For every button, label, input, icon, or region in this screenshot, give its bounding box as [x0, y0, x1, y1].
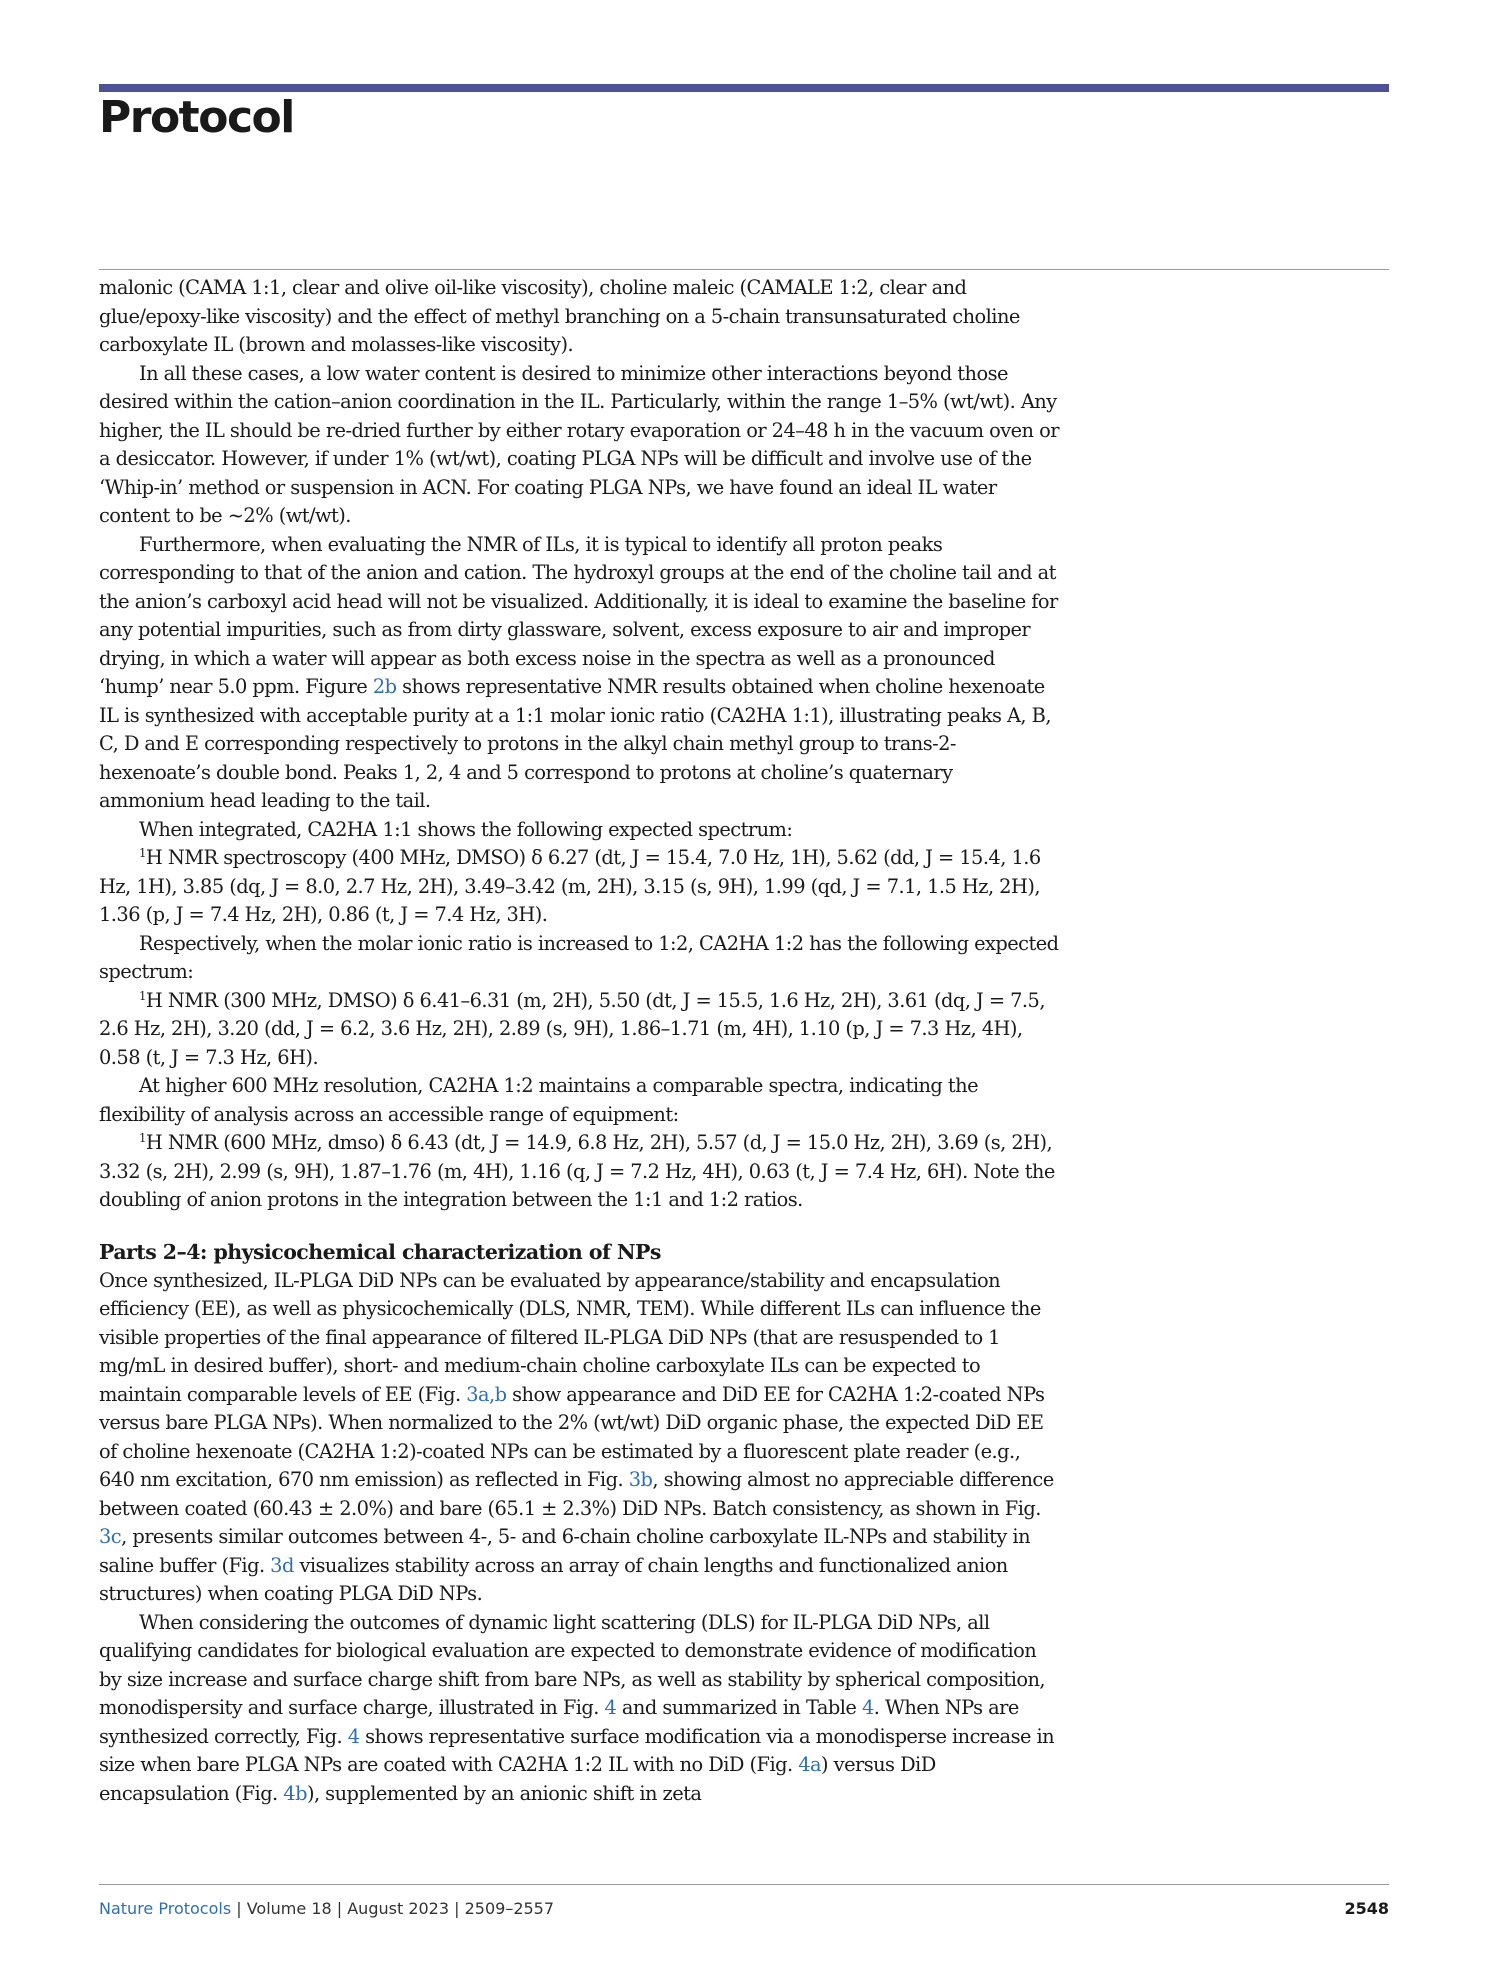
- journal-pages: 2509–2557: [464, 1899, 555, 1918]
- header-divider: [99, 269, 1389, 270]
- figure-link-4a[interactable]: 4a: [798, 1753, 822, 1776]
- figure-link-3b[interactable]: 3b: [628, 1468, 653, 1491]
- paragraph-7: Once synthesized, IL-PLGA DiD NPs can be evaluated by appearance/stability and encapsulation efficiency (EE), as well as physicochemically (DLS, NMR, TEM). While different ILs can influence the visible properties of the final appearance of filtered IL-PLGA DiD NPs (that are resuspended to 1 mg/mL in desired buffer), short- and medium-chain choline carboxylate ILs can be expected to maintain comparable levels of EE (Fig. 3a,b show appearance and DiD EE for CA2HA 1:2-coated NPs versus bare PLGA NPs). When normalized to the 2% (wt/wt) DiD organic phase, the expected DiD EE of choline hexenoate (CA2HA 1:2)-coated NPs can be estimated by a fluorescent plate reader (e.g., 640 nm excitation, 670 nm emission) as reflected in Fig. 3b, showing almost no appreciable difference between coated (60.43 ± 2.0%) and bare (65.1 ± 2.3%) DiD NPs. Batch consistency, as shown in Fig. 3c, presents similar outcomes between 4-, 5- and 6-chain choline carboxylate IL-NPs and stability in saline buffer (Fig. 3d visualizes stability across an array of chain lengths and functionalized anion structures) when coating PLGA DiD NPs.: [99, 1268, 1054, 1605]
- figure-link-4-repeat[interactable]: 4: [347, 1724, 360, 1748]
- figure-link-3ab[interactable]: 3a,b: [466, 1382, 507, 1406]
- section-heading: Parts 2–4: physicochemical characterization of NPs: [99, 1239, 661, 1264]
- paragraph-3: Furthermore, when evaluating the NMR of ILs, it is typical to identify all proton peaks corresponding to that of the anion and cation. The hydroxyl groups at the end of the choline tail and at the anion’s carboxyl acid head will not be visualized. Additionally, it is ideal to examine the baseline for any potential impurities, such as from dirty glassware, solvent, excess exposure to air and improper drying, in which a water will appear as both excess noise in the spectra as well as a pronounced ‘hump’ near 5.0 ppm. Figure 2b shows representative NMR results obtained when choline hexenoate IL is synthesized with acceptable purity at a 1:1 molar ionic ratio (CA2HA 1:1), illustrating peaks A, B, C, D and E corresponding respectively to protons in the alkyl chain methyl group to trans-2-hexenoate’s double bond. Peaks 1, 2, 4 and 5 correspond to protons at choline’s quaternary ammonium head leading to the tail.: [99, 532, 1058, 812]
- table-link-4[interactable]: 4: [861, 1696, 874, 1719]
- header-accent-bar: [99, 84, 1389, 92]
- journal-date: August 2023: [347, 1899, 450, 1918]
- nmr-spectrum-2: $^1$H NMR (300 MHz, DMSO) δ 6.41–6.31 (m, 2H), 5.50 (dt, J = 15.5, 1.6 Hz, 2H), 3.61 (dq, J = 7.5, 2.6 Hz, 2H), 3.20 (dd, J = 6.2, 3.6 Hz, 2H), 2.89 (s, 9H), 1.86–1.71 (m, 4H), 1.10 (p, J = 7.3 Hz, 4H), 0.58 (t, J = 7.3 Hz, 6H).: [99, 988, 1045, 1069]
- article-body: [99, 274, 1061, 1808]
- figure-link-4[interactable]: 4: [604, 1696, 617, 1719]
- page-footer: Nature Protocols | Volume 18 | August 2023 | 2509–2557: [99, 1899, 555, 1918]
- paragraph-8: When considering the outcomes of dynamic light scattering (DLS) for IL-PLGA DiD NPs, all qualifying candidates for biological evaluation are expected to demonstrate evidence of modification by size increase and surface charge shift from bare NPs, as well as stability by spherical composition, monodispersity and surface charge, illustrated in Fig. 4 and summarized in Table 4. When NPs are synthesized correctly, Fig. 4 shows representative surface modification via a monodisperse increase in size when bare PLGA NPs are coated with CA2HA 1:2 IL with no DiD (Fig. 4a) versus DiD encapsulation (Fig. 4b), supplemented by an anionic shift in zeta: [99, 1610, 1055, 1805]
- paragraph-6: At higher 600 MHz resolution, CA2HA 1:2 maintains a comparable spectra, indicating the flexibility of analysis across an accessible range of equipment:: [99, 1074, 978, 1126]
- nmr-spectrum-3: $^1$H NMR (600 MHz, dmso) δ 6.43 (dt, J = 14.9, 6.8 Hz, 2H), 5.57 (d, J = 15.0 Hz, 2H), 3.69 (s, 2H), 3.32 (s, 2H), 2.99 (s, 9H), 1.87–1.76 (m, 4H), 1.16 (q, J = 7.2 Hz, 4H), 0.63 (t, J = 7.4 Hz, 6H). Note the doubling of anion protons in the integration between the 1:1 and 1:2 ratios.: [99, 1131, 1055, 1211]
- figure-link-2b[interactable]: 2b: [372, 675, 397, 698]
- paragraph-5: Respectively, when the molar ionic ratio is increased to 1:2, CA2HA 1:2 has the following expected spectrum:: [99, 931, 1059, 983]
- figure-link-3d[interactable]: 3d: [270, 1553, 294, 1577]
- journal-name-link[interactable]: Nature Protocols: [99, 1899, 232, 1918]
- nmr-spectrum-1: $^1$H NMR spectroscopy (400 MHz, DMSO) δ 6.27 (dt, J = 15.4, 7.0 Hz, 1H), 5.62 (dd, J = 15.4, 1.6 Hz, 1H), 3.85 (dq, J = 8.0, 2.7 Hz, 2H), 3.49–3.42 (m, 2H), 3.15 (s, 9H), 1.99 (qd, J = 7.1, 1.5 Hz, 2H), 1.36 (p, J = 7.4 Hz, 2H), 0.86 (t, J = 7.4 Hz, 3H).: [99, 846, 1041, 926]
- page-number: 2548: [1344, 1899, 1389, 1918]
- paragraph-2: In all these cases, a low water content is desired to minimize other interactions beyond those desired within the cation–anion coordination in the IL. Particularly, within the range 1–5% (wt/wt). Any higher, the IL should be re-dried further by either rotary evaporation or 24–48 h in the vacuum oven or a desiccator. However, if under 1% (wt/wt), coating PLGA NPs will be difficult and involve use of the ‘Whip-in’ method or suspension in ACN. For coating PLGA NPs, we have found an ideal IL water content to be ~2% (wt/wt).: [99, 361, 1059, 527]
- footer-divider: [99, 1884, 1389, 1885]
- journal-volume: Volume 18: [246, 1899, 332, 1918]
- paragraph-4: When integrated, CA2HA 1:1 shows the following expected spectrum:: [139, 817, 793, 841]
- paragraph-1: malonic (CAMA 1:1, clear and olive oil-like viscosity), choline maleic (CAMALE 1:2, clear and glue/epoxy-like viscosity) and the effect of methyl branching on a 5-chain transunsaturated choline carboxylate IL (brown and molasses-like viscosity).: [99, 276, 1020, 356]
- figure-link-4b[interactable]: 4b: [283, 1781, 307, 1805]
- page-header-title: Protocol: [99, 92, 294, 143]
- figure-link-3c[interactable]: 3c: [99, 1525, 122, 1548]
